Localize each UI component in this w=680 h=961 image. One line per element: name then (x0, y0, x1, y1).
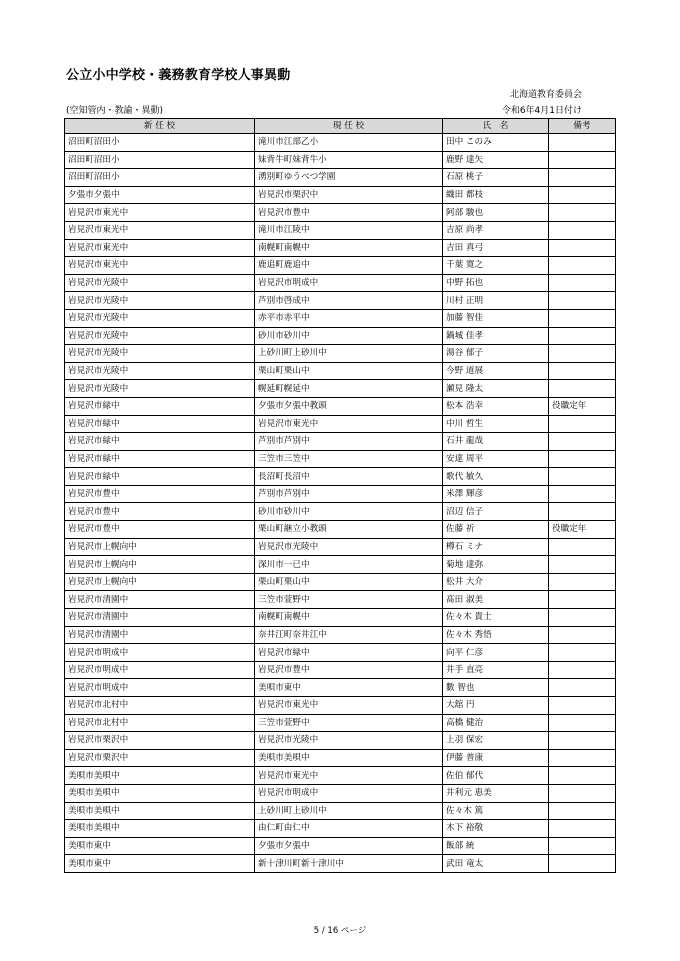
column-header-new-school: 新 任 校 (65, 119, 255, 134)
table-row (65, 784, 616, 802)
name-cell: 沼辺 信子 (443, 503, 549, 521)
current-school-cell: 岩見沢市栗沢中 (255, 186, 443, 204)
table-row (65, 820, 616, 838)
new-school-cell: 岩見沢市明成中 (65, 661, 255, 679)
table-row (65, 503, 616, 521)
remarks-cell (549, 784, 616, 802)
remarks-cell (549, 767, 616, 785)
current-school-cell: 三笠市萱野中 (255, 591, 443, 609)
new-school-cell: 岩見沢市光陵中 (65, 362, 255, 380)
new-school-cell: 岩見沢市光陵中 (65, 309, 255, 327)
new-school-cell: 岩見沢市光陵中 (65, 380, 255, 398)
table-row (65, 204, 616, 222)
name-cell: 向平 仁彦 (443, 644, 549, 662)
current-school-cell: 岩見沢市豊中 (255, 661, 443, 679)
new-school-cell: 岩見沢市清園中 (65, 591, 255, 609)
current-school-cell: 岩見沢市明成中 (255, 784, 443, 802)
new-school-cell: 美唄市美唄中 (65, 767, 255, 785)
remarks-cell (549, 503, 616, 521)
current-school-cell: 滝川市江陵中 (255, 221, 443, 239)
current-school-cell: 栗山町栗山中 (255, 573, 443, 591)
remarks-cell (549, 820, 616, 838)
name-cell: 今野 道展 (443, 362, 549, 380)
remarks-cell (549, 186, 616, 204)
new-school-cell: 岩見沢市豊中 (65, 503, 255, 521)
document-subtitle: (空知管内・教諭・異動) (66, 106, 164, 116)
name-cell: 松本 浩幸 (443, 397, 549, 415)
current-school-cell: 長沼町長沼中 (255, 468, 443, 486)
new-school-cell: 岩見沢市豊中 (65, 485, 255, 503)
current-school-cell: 岩見沢市東光中 (255, 697, 443, 715)
new-school-cell: 美唄市東中 (65, 855, 255, 873)
name-cell: 鹿野 達矢 (443, 151, 549, 169)
column-header-name: 氏 名 (443, 119, 549, 134)
remarks-cell (549, 327, 616, 345)
name-cell: 菊地 達弥 (443, 556, 549, 574)
remarks-cell (549, 415, 616, 433)
name-cell: 松井 大介 (443, 573, 549, 591)
remarks-cell (549, 538, 616, 556)
new-school-cell: 岩見沢市緑中 (65, 397, 255, 415)
table-row (65, 837, 616, 855)
new-school-cell: 岩見沢市明成中 (65, 644, 255, 662)
name-cell: 髙田 淑美 (443, 591, 549, 609)
new-school-cell: 美唄市美唄中 (65, 802, 255, 820)
table-row (65, 767, 616, 785)
column-header-remarks: 備考 (549, 119, 616, 134)
name-cell: 樽石 ミナ (443, 538, 549, 556)
name-cell: 武田 竜太 (443, 855, 549, 873)
remarks-cell (549, 749, 616, 767)
table-row (65, 221, 616, 239)
table-row (65, 591, 616, 609)
name-cell: 歌代 敏久 (443, 468, 549, 486)
current-school-cell: 砂川市砂川中 (255, 503, 443, 521)
name-cell: 上羽 保宏 (443, 732, 549, 750)
name-cell: 湯谷 郁子 (443, 345, 549, 363)
remarks-cell (549, 802, 616, 820)
name-cell: 數 智也 (443, 679, 549, 697)
current-school-cell: 美唄市東中 (255, 679, 443, 697)
new-school-cell: 岩見沢市明成中 (65, 679, 255, 697)
current-school-cell: 鹿追町鹿追中 (255, 257, 443, 275)
table-row (65, 714, 616, 732)
name-cell: 佐々木 貴士 (443, 609, 549, 627)
new-school-cell: 岩見沢市栗沢中 (65, 749, 255, 767)
table-row (65, 556, 616, 574)
new-school-cell: 岩見沢市東光中 (65, 239, 255, 257)
new-school-cell: 岩見沢市上幌向中 (65, 573, 255, 591)
table-row (65, 609, 616, 627)
remarks-cell (549, 380, 616, 398)
new-school-cell: 岩見沢市清園中 (65, 609, 255, 627)
current-school-cell: 岩見沢市豊中 (255, 204, 443, 222)
new-school-cell: 岩見沢市上幌向中 (65, 556, 255, 574)
remarks-cell (549, 609, 616, 627)
new-school-cell: 岩見沢市北村中 (65, 714, 255, 732)
remarks-cell (549, 134, 616, 152)
new-school-cell: 岩見沢市豊中 (65, 521, 255, 539)
table-row (65, 151, 616, 169)
new-school-cell: 岩見沢市光陵中 (65, 292, 255, 310)
remarks-cell (549, 151, 616, 169)
remarks-cell (549, 626, 616, 644)
new-school-cell: 岩見沢市栗沢中 (65, 732, 255, 750)
name-cell: 吉原 尚孝 (443, 221, 549, 239)
new-school-cell: 岩見沢市清園中 (65, 626, 255, 644)
new-school-cell: 岩見沢市東光中 (65, 204, 255, 222)
current-school-cell: 栗山町継立小教頭 (255, 521, 443, 539)
remarks-cell (549, 644, 616, 662)
table-row (65, 257, 616, 275)
table-row (65, 362, 616, 380)
remarks-cell (549, 591, 616, 609)
column-header-current-school: 現 任 校 (255, 119, 443, 134)
remarks-cell (549, 169, 616, 187)
table-header-row (65, 119, 616, 134)
remarks-cell (549, 661, 616, 679)
name-cell: 大舘 円 (443, 697, 549, 715)
current-school-cell: 上砂川町上砂川中 (255, 345, 443, 363)
name-cell: 加藤 智佳 (443, 309, 549, 327)
current-school-cell: 夕張市夕張中 (255, 837, 443, 855)
name-cell: 千葉 寛之 (443, 257, 549, 275)
table-row (65, 644, 616, 662)
table-row (65, 538, 616, 556)
table-row (65, 749, 616, 767)
new-school-cell: 岩見沢市緑中 (65, 450, 255, 468)
current-school-cell: 栗山町栗山中 (255, 362, 443, 380)
current-school-cell: 芦別市啓成中 (255, 292, 443, 310)
current-school-cell: 岩見沢市東光中 (255, 415, 443, 433)
remarks-cell (549, 468, 616, 486)
remarks-cell (549, 714, 616, 732)
remarks-cell (549, 239, 616, 257)
current-school-cell: 三笠市萱野中 (255, 714, 443, 732)
current-school-cell: 芦別市芦別中 (255, 433, 443, 451)
table-row (65, 802, 616, 820)
remarks-cell (549, 556, 616, 574)
table-row (65, 186, 616, 204)
new-school-cell: 岩見沢市緑中 (65, 415, 255, 433)
table-row (65, 433, 616, 451)
remarks-cell (549, 292, 616, 310)
name-cell: 織田 都枝 (443, 186, 549, 204)
table-row (65, 309, 616, 327)
personnel-table (64, 118, 616, 873)
new-school-cell: 岩見沢市東光中 (65, 257, 255, 275)
name-cell: 木下 裕敬 (443, 820, 549, 838)
name-cell: 石井 龍哉 (443, 433, 549, 451)
name-cell: 阿部 駿也 (443, 204, 549, 222)
name-cell: 米澤 輝彦 (443, 485, 549, 503)
table-row (65, 626, 616, 644)
current-school-cell: 砂川市砂川中 (255, 327, 443, 345)
name-cell: 川村 正明 (443, 292, 549, 310)
remarks-cell (549, 362, 616, 380)
remarks-cell (549, 732, 616, 750)
name-cell: 井手 直亮 (443, 661, 549, 679)
table-row (65, 134, 616, 152)
current-school-cell: 赤平市赤平中 (255, 309, 443, 327)
name-cell: 佐々木 秀悟 (443, 626, 549, 644)
table-body (65, 134, 616, 873)
remarks-cell (549, 573, 616, 591)
table-row (65, 732, 616, 750)
new-school-cell: 美唄市美唄中 (65, 784, 255, 802)
new-school-cell: 岩見沢市北村中 (65, 697, 255, 715)
table-row (65, 169, 616, 187)
remarks-cell (549, 697, 616, 715)
current-school-cell: 南幌町南幌中 (255, 609, 443, 627)
remarks-cell (549, 679, 616, 697)
current-school-cell: 夕張市夕張中教頭 (255, 397, 443, 415)
table-row (65, 485, 616, 503)
name-cell: 井利元 恵美 (443, 784, 549, 802)
table-row (65, 855, 616, 873)
current-school-cell: 芦別市芦別中 (255, 485, 443, 503)
name-cell: 鍋城 佳孝 (443, 327, 549, 345)
new-school-cell: 岩見沢市緑中 (65, 433, 255, 451)
current-school-cell: 岩見沢市光陵中 (255, 538, 443, 556)
new-school-cell: 岩見沢市緑中 (65, 468, 255, 486)
name-cell: 飯部 統 (443, 837, 549, 855)
new-school-cell: 美唄市東中 (65, 837, 255, 855)
current-school-cell: 岩見沢市明成中 (255, 274, 443, 292)
name-cell: 田中 このみ (443, 134, 549, 152)
page-number: 5 / 16 ページ (313, 926, 367, 936)
new-school-cell: 沼田町沼田小 (65, 169, 255, 187)
current-school-cell: 南幌町南幌中 (255, 239, 443, 257)
remarks-cell (549, 433, 616, 451)
new-school-cell: 岩見沢市上幌向中 (65, 538, 255, 556)
remarks-cell (549, 485, 616, 503)
name-cell: 瀬見 隆太 (443, 380, 549, 398)
name-cell: 中野 拓也 (443, 274, 549, 292)
remarks-cell (549, 450, 616, 468)
new-school-cell: 岩見沢市東光中 (65, 221, 255, 239)
name-cell: 佐々木 篤 (443, 802, 549, 820)
remarks-cell (549, 257, 616, 275)
remarks-cell (549, 274, 616, 292)
current-school-cell: 岩見沢市東光中 (255, 767, 443, 785)
name-cell: 佐藤 祈 (443, 521, 549, 539)
remarks-cell (549, 221, 616, 239)
table-row (65, 380, 616, 398)
table-row (65, 679, 616, 697)
remarks-cell (549, 204, 616, 222)
table-row (65, 661, 616, 679)
current-school-cell: 妹背牛町妹背牛小 (255, 151, 443, 169)
current-school-cell: 美唄市美唄中 (255, 749, 443, 767)
new-school-cell: 沼田町沼田小 (65, 134, 255, 152)
name-cell: 佐伯 郁代 (443, 767, 549, 785)
new-school-cell: 岩見沢市光陵中 (65, 274, 255, 292)
remarks-cell (549, 345, 616, 363)
table-row (65, 415, 616, 433)
new-school-cell: 沼田町沼田小 (65, 151, 255, 169)
current-school-cell: 由仁町由仁中 (255, 820, 443, 838)
name-cell: 吉田 真弓 (443, 239, 549, 257)
current-school-cell: 三笠市三笠中 (255, 450, 443, 468)
effective-date: 令和6年4月1日付け (501, 106, 582, 116)
table-row (65, 468, 616, 486)
current-school-cell: 岩見沢市光陵中 (255, 732, 443, 750)
current-school-cell: 滝川市江部乙小 (255, 134, 443, 152)
current-school-cell: 岩見沢市緑中 (255, 644, 443, 662)
current-school-cell: 湧別町ゆうべつ学園 (255, 169, 443, 187)
current-school-cell: 幌延町幌延中 (255, 380, 443, 398)
name-cell: 石原 桃子 (443, 169, 549, 187)
table-row (65, 292, 616, 310)
remarks-cell: 役職定年 (549, 397, 616, 415)
table-row (65, 274, 616, 292)
remarks-cell (549, 837, 616, 855)
new-school-cell: 夕張市夕張中 (65, 186, 255, 204)
table-row (65, 697, 616, 715)
name-cell: 伊藤 普康 (443, 749, 549, 767)
table-row (65, 521, 616, 539)
table-row (65, 327, 616, 345)
remarks-cell (549, 309, 616, 327)
remarks-cell (549, 855, 616, 873)
new-school-cell: 岩見沢市光陵中 (65, 345, 255, 363)
name-cell: 中川 哲生 (443, 415, 549, 433)
new-school-cell: 美唄市美唄中 (65, 820, 255, 838)
current-school-cell: 深川市一已中 (255, 556, 443, 574)
name-cell: 安達 周平 (443, 450, 549, 468)
table-row (65, 239, 616, 257)
table-row (65, 397, 616, 415)
table-row (65, 450, 616, 468)
table-row (65, 345, 616, 363)
current-school-cell: 上砂川町上砂川中 (255, 802, 443, 820)
table-row (65, 573, 616, 591)
current-school-cell: 新十津川町新十津川中 (255, 855, 443, 873)
name-cell: 高橋 健治 (443, 714, 549, 732)
new-school-cell: 岩見沢市光陵中 (65, 327, 255, 345)
remarks-cell: 役職定年 (549, 521, 616, 539)
document-title: 公立小中学校・義務教育学校人事異動 (66, 68, 291, 83)
organization-name: 北海道教育委員会 (509, 90, 582, 100)
current-school-cell: 奈井江町奈井江中 (255, 626, 443, 644)
